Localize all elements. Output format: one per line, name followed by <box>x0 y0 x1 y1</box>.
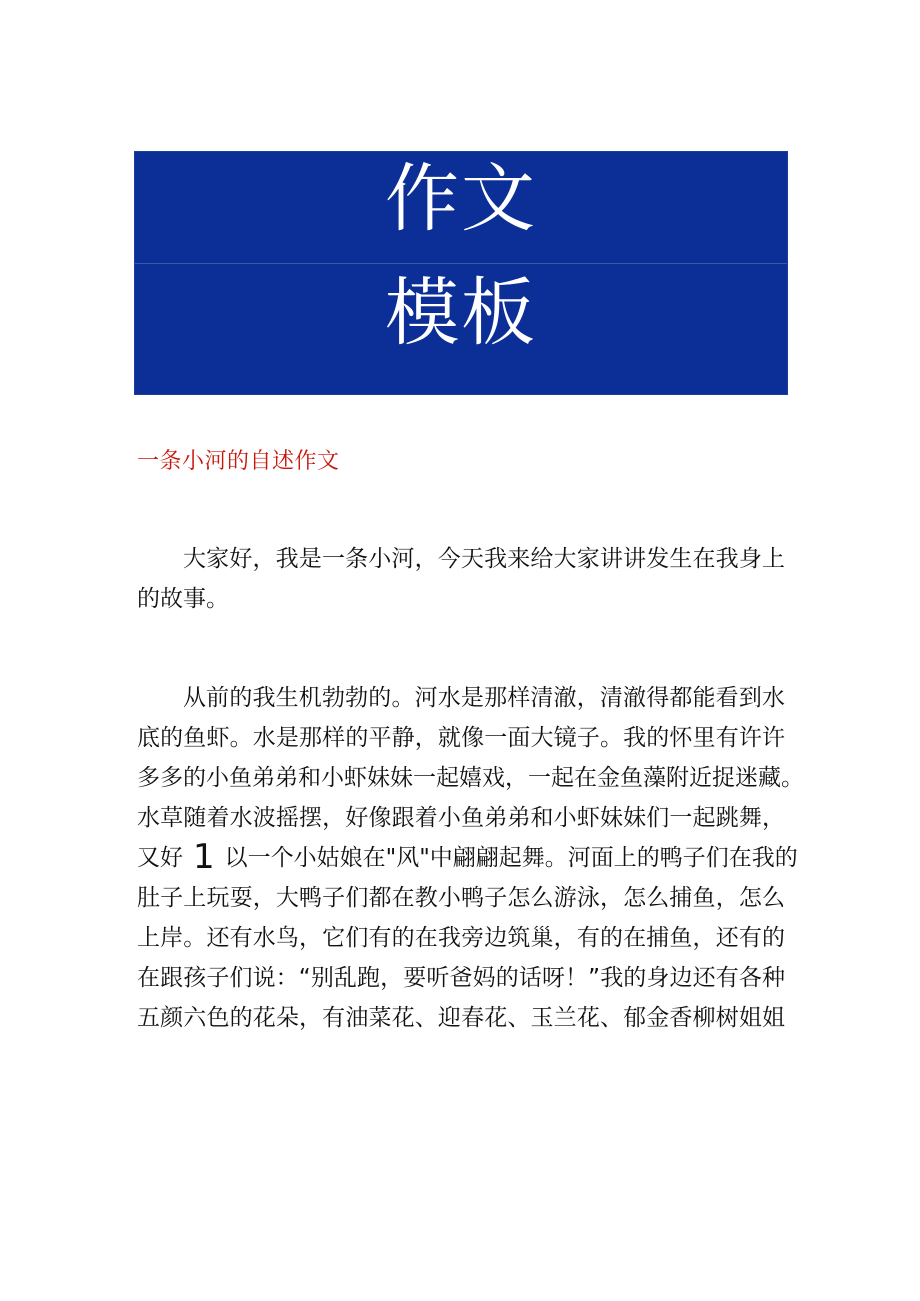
paragraph-1-line: 的故事。 <box>137 586 229 612</box>
paragraph-2-line: 水草随着水波摇摆，好像跟着小鱼弟弟和小虾妹妹们一起跳舞， <box>137 805 785 831</box>
paragraph-1-line: 大家好，我是一条小河，今天我来给大家讲讲发生在我身上 <box>183 546 785 572</box>
banner-title-line-2: 模板 <box>385 270 537 356</box>
paragraph-2-line: 在跟孩子们说：“别乱跑，要听爸妈的话呀！”我的身边还有各种 <box>137 965 785 991</box>
line-segment-before: 又好 <box>137 845 183 871</box>
paragraph-2-line-with-number <box>137 837 798 878</box>
paragraph-2-line: 肚子上玩耍，大鸭子们都在教小鸭子怎么游泳，怎么捕鱼，怎么 <box>137 885 785 911</box>
paragraph-1 <box>137 539 785 619</box>
line-segment-after: 以一个小姑娘在"风"中翩翩起舞。河面上的鸭子们在我的 <box>224 845 798 871</box>
inline-large-number: 1 <box>193 837 215 877</box>
paragraph-2-line: 从前的我生机勃勃的。河水是那样清澈，清澈得都能看到水 <box>183 685 785 711</box>
banner-title-line-1: 作文 <box>385 156 537 242</box>
essay-title: 一条小河的自述作文 <box>137 449 340 474</box>
title-banner <box>134 151 788 395</box>
paragraph-2-line: 五颜六色的花朵，有油菜花、迎春花、玉兰花、郁金香柳树姐姐 <box>137 1005 785 1031</box>
paragraph-2-line: 上岸。还有水鸟，它们有的在我旁边筑巢，有的在捕鱼，还有的 <box>137 925 785 951</box>
paragraph-2-line: 多多的小鱼弟弟和小虾妹妹一起嬉戏，一起在金鱼藻附近捉迷藏。 <box>137 765 804 791</box>
banner-divider <box>135 263 787 264</box>
paragraph-2-line: 底的鱼虾。水是那样的平静，就像一面大镜子。我的怀里有许许 <box>137 725 785 751</box>
paragraph-2 <box>137 678 804 1038</box>
